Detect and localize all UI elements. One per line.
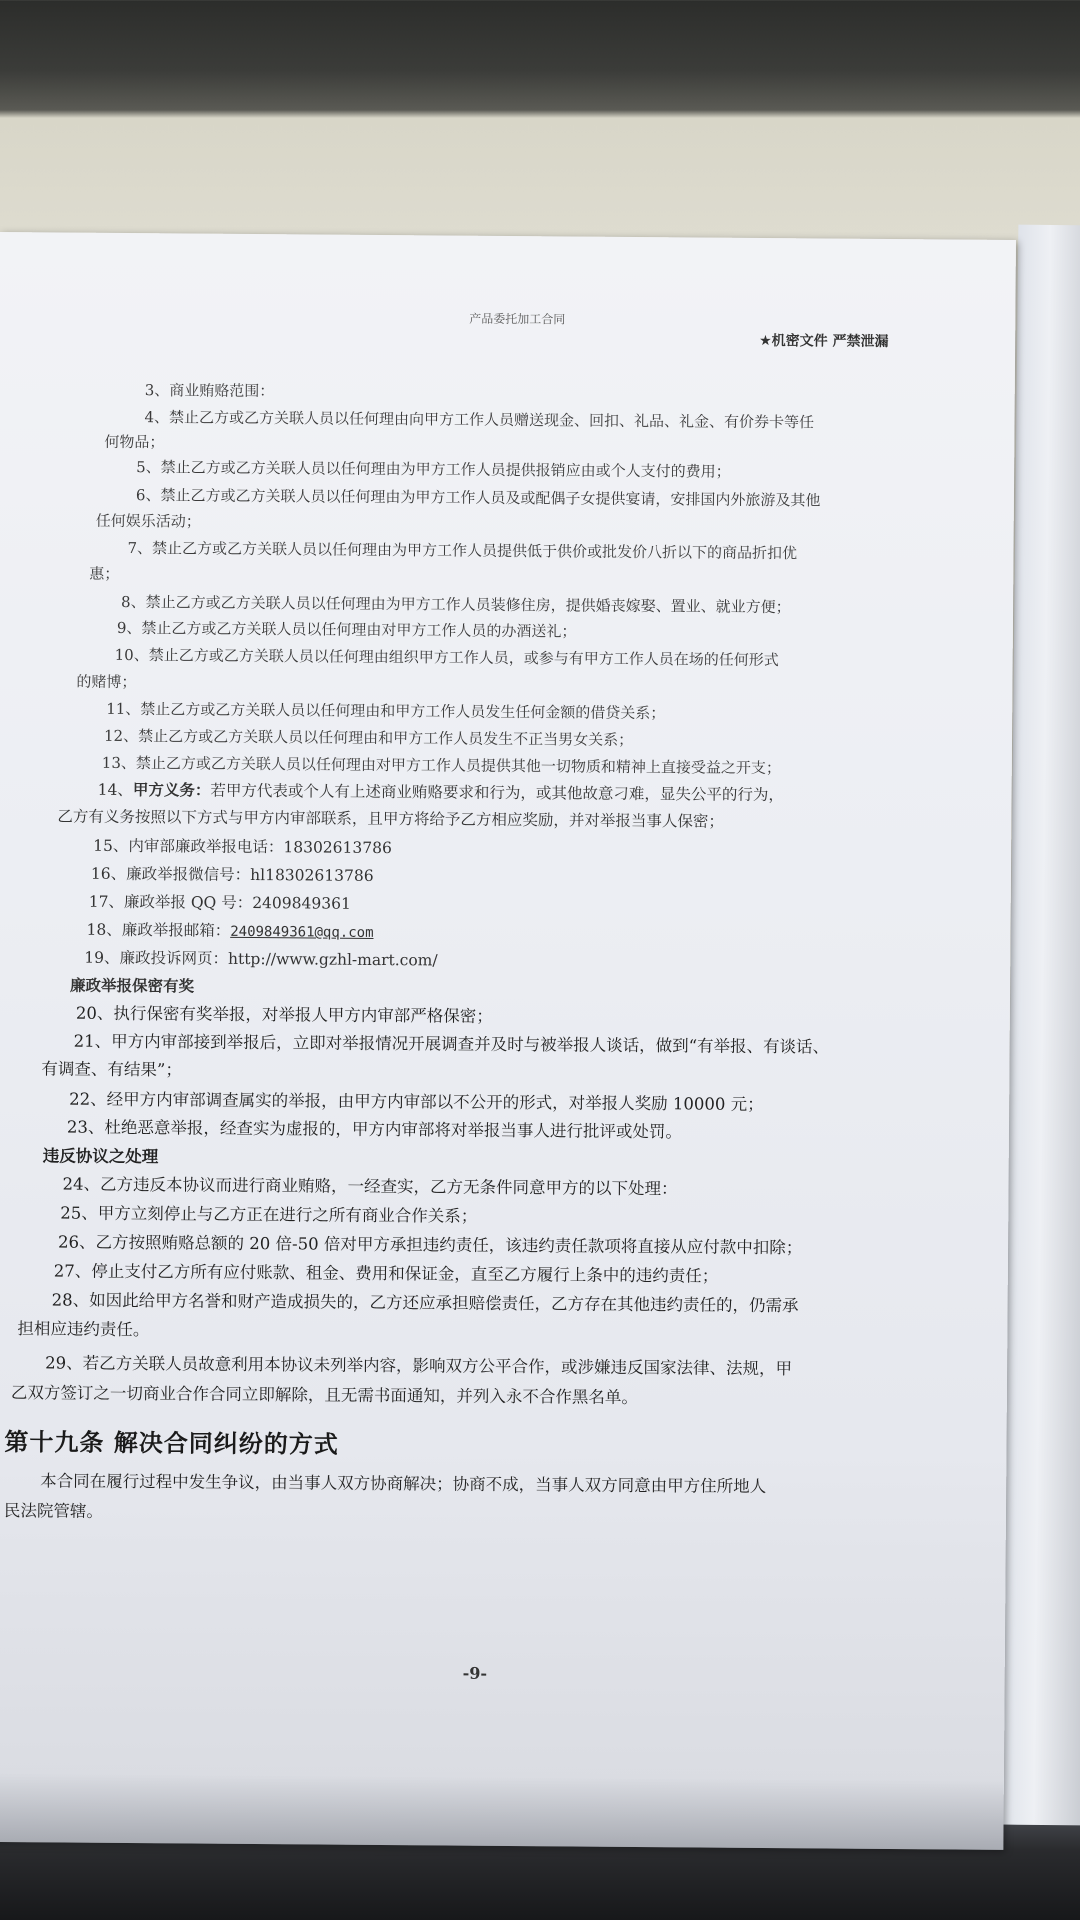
clause-13: 13、禁止乙方或乙方关联人员以任何理由对甲方工作人员提供其他一切物质和精神上直接受益之开支； <box>101 753 781 778</box>
clause-5: 5、禁止乙方或乙方关联人员以任何理由为甲方工作人员提供报销应由或个人支付的费用； <box>136 458 731 481</box>
clause-7-line-2: 惠； <box>89 564 120 583</box>
clause-11: 11、禁止乙方或乙方关联人员以任何理由和甲方工作人员发生任何金额的借贷关系； <box>106 699 666 723</box>
clause-14-line-1 <box>98 781 784 804</box>
clause-14-number: 14、 <box>97 780 133 800</box>
document-page <box>0 232 1016 1850</box>
clause-14-text: 若甲方代表或个人有上述商业贿赂要求和行为，或其他故意刁难，显失公平的行为， <box>210 781 784 805</box>
clause-6-line-1: 6、禁止乙方或乙方关联人员以任何理由为甲方工作人员及或配偶子女提供宴请，安排国内外旅游及其他 <box>135 486 821 510</box>
clause-7-line-1: 7、禁止乙方或乙方关联人员以任何理由为甲方工作人员提供低于供价或批发价八折以下的商品折扣优 <box>127 539 798 563</box>
clause-6-line-2: 任何娱乐活动； <box>95 511 201 531</box>
clause-4-line-2: 何物品； <box>104 432 165 452</box>
page-content <box>0 232 1016 1850</box>
clause-19-website: 19、廉政投诉网页：http://www.gzhl-mart.com/ <box>84 948 438 970</box>
clause-17-qq: 17、廉政举报 QQ 号：2409849361 <box>88 892 351 913</box>
clause-3: 3、商业贿赂范围： <box>144 381 275 401</box>
clause-8: 8、禁止乙方或乙方关联人员以任何理由为甲方工作人员装修住房，提供婚丧嫁娶、置业、就业方便； <box>121 592 791 617</box>
clause-27: 27、停止支付乙方所有应付账款、租金、费用和保证金，直至乙方履行上条中的违约责任； <box>53 1261 719 1286</box>
clause-10-line-2: 的赌博； <box>76 672 137 692</box>
clause-21-line-1: 21、甲方内审部接到举报后，立即对举报情况开展调查并及时与被举报人谈话，做到“有举报、有谈话、 <box>73 1031 830 1057</box>
clause-29-line-1: 29、若乙方关联人员故意利用本协议未列举内容，影响双方公平合作，或涉嫌违反国家法律、法规，甲 <box>45 1353 793 1379</box>
clause-16-wechat: 16、廉政举报微信号：hl18302613786 <box>90 864 374 885</box>
clause-28-line-2: 担相应违约责任。 <box>17 1319 150 1340</box>
clause-10-line-1: 10、禁止乙方或乙方关联人员以任何理由组织甲方工作人员，或参与有甲方工作人员在场的任何形式 <box>114 645 779 670</box>
clause-22: 22、经甲方内审部调查属实的举报，由甲方内审部以不公开的形式，对举报人奖励 10000 元； <box>69 1089 764 1115</box>
clause-21-line-2: 有调查、有结果”； <box>41 1059 182 1080</box>
paper-shadow <box>0 1772 1004 1850</box>
clause-29-line-2: 乙双方签订之一切商业合作合同立即解除，且无需书面通知，并列入永不合作黑名单。 <box>10 1383 638 1408</box>
clause-4-line-1: 4、禁止乙方或乙方关联人员以任何理由向甲方工作人员赠送现金、回扣、礼品、礼金、有价券卡等任 <box>144 408 815 432</box>
clause-26: 26、乙方按照贿赂总额的 20 倍-50 倍对甲方承担违约责任，该违约责任款项将直接从应付款中扣除； <box>57 1232 803 1258</box>
article-19-body-line-1: 本合同在履行过程中发生争议，由当事人双方协商解决；协商不成，当事人双方同意由甲方住所地人 <box>40 1471 767 1497</box>
clause-25: 25、甲方立刻停止与乙方正在进行之所有商业合作关系； <box>60 1203 478 1226</box>
document-title: 产品委托加工合同 <box>469 311 566 327</box>
clause-18-label: 18、廉政举报邮箱： <box>86 920 231 940</box>
page-number: -9- <box>462 1663 488 1683</box>
report-email-link[interactable]: 2409849361@qq.com <box>230 923 374 941</box>
clause-15-hotline: 15、内审部廉政举报电话：18302613786 <box>93 836 392 858</box>
breach-section-heading: 违反协议之处理 <box>42 1146 159 1167</box>
clause-18-email <box>86 921 373 942</box>
clause-20: 20、执行保密有奖举报，对举报人甲方内审部严格保密； <box>75 1003 493 1026</box>
clause-14-label: 甲方义务： <box>132 780 211 800</box>
article-19-body-line-2: 民法院管辖。 <box>3 1501 104 1521</box>
clause-9: 9、禁止乙方或乙方关联人员以任何理由对甲方工作人员的办酒送礼； <box>116 618 577 641</box>
clause-23: 23、杜绝恶意举报，经查实为虚报的，甲方内审部将对举报当事人进行批评或处罚。 <box>66 1117 683 1142</box>
clause-12: 12、禁止乙方或乙方关联人员以任何理由和甲方工作人员发生不正当男女关系； <box>103 726 634 749</box>
clause-14-line-2: 乙方有义务按照以下方式与甲方内审部联系，且甲方将给予乙方相应奖励，并对举报当事人保密； <box>57 807 724 831</box>
clause-28-line-1: 28、如因此给甲方名誉和财产造成损失的，乙方还应承担赔偿责任，乙方存在其他违约责任的，仍需承 <box>51 1290 799 1316</box>
reward-section-heading: 廉政举报保密有奖 <box>70 975 195 996</box>
confidential-mark: ★机密文件 严禁泄漏 <box>759 332 889 350</box>
article-19-heading: 第十九条 解决合同纠纷的方式 <box>4 1428 339 1459</box>
clause-24: 24、乙方违反本协议而进行商业贿赂，一经查实，乙方无条件同意甲方的以下处理： <box>62 1174 678 1199</box>
